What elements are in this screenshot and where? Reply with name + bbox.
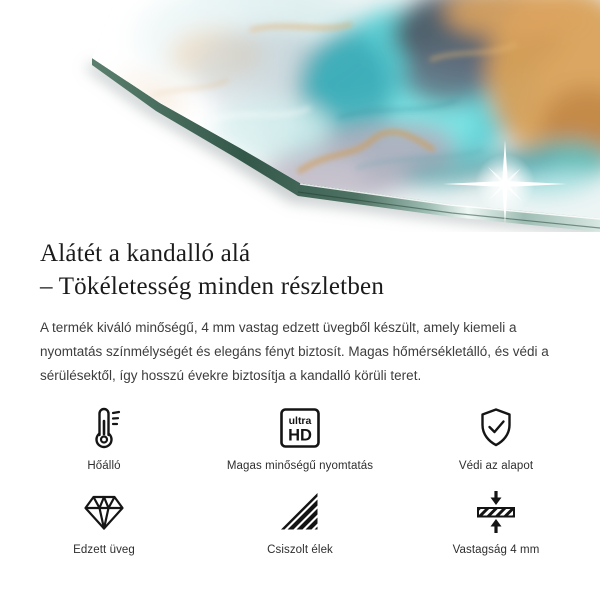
product-description: A termék kiváló minőségű, 4 mm vastag edzett üvegből készült, amely kiemeli a nyomtatás színmélységét és elegáns fényt biztosít. Magas hőmérsékletálló, és védi a sérülésektől, így hosszú évekre biztosítja a kandalló körüli teret. [40,320,549,383]
feature-polished-edges [202,488,398,556]
feature-heat-resistant [6,404,202,472]
feature-label: Csiszolt élek [267,544,333,556]
thermometer-icon [80,404,128,452]
title-line1: Alátét a kandalló alá [40,240,251,267]
product-details [0,237,600,388]
feature-grid [6,404,594,556]
feature-label: Edzett üveg [73,544,135,556]
shield-check-icon [472,404,520,452]
feature-label: Magas minőségű nyomtatás [226,460,374,472]
feature-ultra-hd-print [202,404,398,472]
feature-thickness [398,488,594,556]
feature-tempered-glass [6,488,202,556]
diamond-icon [80,488,128,536]
feature-label: Védi az alapot [458,460,534,472]
product-image [0,0,600,232]
thickness-icon [472,488,520,536]
svg-text:HD: HD [288,426,312,445]
glass-panel-image [0,0,600,232]
title-line2: – Tökéletesség minden részletben [40,273,385,300]
ultra-hd-icon [276,404,324,452]
svg-text:ultra: ultra [288,415,312,427]
polished-edges-icon [276,488,324,536]
page-title [40,237,560,303]
feature-label: Vastagság 4 mm [452,544,540,556]
feature-protects-base [398,404,594,472]
feature-label: Hőálló [87,460,121,472]
